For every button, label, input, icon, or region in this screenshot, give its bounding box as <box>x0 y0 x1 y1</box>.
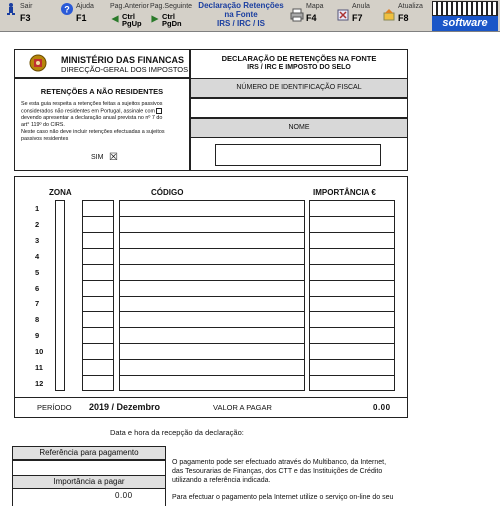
row-separator <box>119 280 305 281</box>
row-separator <box>82 216 114 217</box>
row-separator <box>119 311 305 312</box>
row-separator <box>82 264 114 265</box>
row-separator <box>309 264 395 265</box>
map-key: F4 <box>306 13 317 23</box>
row-number: 12 <box>35 379 44 389</box>
help-key: F1 <box>76 13 87 23</box>
zona-column[interactable] <box>55 200 65 391</box>
mark-box <box>156 108 162 114</box>
nr-text-line: devendo apresentar a declaração anual prevista no nº 7 do <box>21 115 163 122</box>
nr-text-line: art° 119º do CIRS. <box>21 122 65 129</box>
row-number: 11 <box>35 363 43 373</box>
page-prev-icon <box>110 14 120 24</box>
next-page-label: Pag.Seguinte <box>150 3 193 10</box>
divider <box>15 397 407 398</box>
periodo-label: PERÍODO <box>37 403 72 412</box>
info-line: utilizando a referência indicada. <box>172 477 271 484</box>
sim-checkbox[interactable]: ☒ <box>109 152 118 163</box>
row-number: 7 <box>35 299 40 309</box>
declaration-box <box>190 49 408 171</box>
row-separator <box>309 359 395 360</box>
exit-label: Sair <box>20 3 33 10</box>
exit-button[interactable] <box>4 2 38 30</box>
nr-text-line: Neste caso não deve incluir retenções efectuadas a sujeitos <box>21 129 165 136</box>
declaration-subtitle: IRS / IRC E IMPOSTO DO SELO <box>247 64 351 71</box>
ref-value <box>13 460 165 476</box>
logo-text: software <box>432 16 498 31</box>
nr-text-line: passivos residentes <box>21 136 69 143</box>
cancel-key: F7 <box>352 13 363 23</box>
nr-text-line <box>21 108 165 115</box>
row-separator <box>309 232 395 233</box>
row-separator <box>82 327 114 328</box>
nr-text-span: considerados não residentes em Portugal, assinale com <box>21 108 155 115</box>
row-separator <box>309 327 395 328</box>
imp-header: Importância a pagar <box>13 476 165 489</box>
name-header: NOME <box>191 118 407 138</box>
row-separator <box>119 248 305 249</box>
date-label: Data e hora da recepção da declaração: <box>110 428 244 437</box>
nif-header: NÚMERO DE IDENTIFICAÇÃO FISCAL <box>191 78 407 98</box>
cancel-label: Anula <box>352 3 370 10</box>
coat-of-arms-icon <box>27 53 49 73</box>
row-number: 1 <box>35 203 40 213</box>
help-label: Ajuda <box>76 3 94 10</box>
periodo-value[interactable]: 2019 / Dezembro <box>89 402 161 412</box>
row-number: 5 <box>35 267 40 277</box>
row-separator <box>309 311 395 312</box>
info-line: O pagamento pode ser efectuado através do Multibanco, da Internet, <box>172 459 387 466</box>
title-line-1: Declaração Retenções <box>198 1 284 10</box>
prev-page-label: Pag.Anterior <box>110 3 149 10</box>
prev-page-key: Ctrl PgUp <box>122 12 142 28</box>
nr-text-line: Se esta guia respeita a retenções feitas a sujeitos passivos <box>21 101 163 107</box>
col-zona: ZONA <box>49 188 72 197</box>
map-button[interactable] <box>290 2 326 30</box>
row-separator <box>309 296 395 297</box>
row-separator <box>119 343 305 344</box>
row-number: 3 <box>35 235 40 245</box>
brand-logo <box>432 1 498 31</box>
sim-label: SIM <box>91 154 104 161</box>
title-line-2: na Fonte <box>224 10 258 19</box>
row-number: 6 <box>35 283 40 293</box>
row-separator <box>82 359 114 360</box>
row-separator <box>119 296 305 297</box>
row-number: 4 <box>35 251 40 261</box>
window-title <box>186 1 296 28</box>
ministry-name: MINISTÉRIO DAS FINANCAS <box>61 55 185 65</box>
row-separator <box>119 327 305 328</box>
valor-label: VALOR A PAGAR <box>213 403 272 412</box>
next-page-button[interactable] <box>150 2 193 30</box>
valor-value: 0.00 <box>373 403 391 412</box>
map-label: Mapa <box>306 3 324 10</box>
prev-page-button[interactable] <box>110 2 149 30</box>
codes-table <box>14 176 408 418</box>
row-separator <box>119 359 305 360</box>
non-residents-box <box>14 78 190 171</box>
printer-icon <box>290 8 304 22</box>
col-codigo: CÓDIGO <box>151 188 184 197</box>
row-separator <box>82 296 114 297</box>
row-separator <box>119 232 305 233</box>
logo-barcode <box>432 1 498 16</box>
row-separator <box>82 280 114 281</box>
page-next-icon <box>150 14 160 24</box>
row-number: 10 <box>35 347 44 357</box>
row-number: 8 <box>35 315 40 325</box>
row-separator <box>119 216 305 217</box>
row-separator <box>309 375 395 376</box>
row-separator <box>119 264 305 265</box>
cancel-button[interactable] <box>336 2 372 30</box>
row-separator <box>309 216 395 217</box>
exit-key: F3 <box>20 13 31 23</box>
info-line: Para efectuar o pagamento pela Internet utilize o serviço on-line do seu <box>172 494 394 501</box>
row-separator <box>82 375 114 376</box>
exit-icon <box>4 2 18 16</box>
payment-info <box>172 458 393 502</box>
svg-text:?: ? <box>64 4 70 15</box>
ref-header: Referência para pagamento <box>13 447 165 460</box>
row-separator <box>309 280 395 281</box>
update-key: F8 <box>398 13 409 23</box>
help-button[interactable] <box>60 2 96 30</box>
row-number: 9 <box>35 331 40 341</box>
direction-name: DIRECÇÃO-GERAL DOS IMPOSTOS <box>61 65 189 74</box>
name-input[interactable] <box>215 144 381 166</box>
toolbar <box>0 0 500 32</box>
imp-value: 0.00 <box>115 491 133 500</box>
row-separator <box>309 248 395 249</box>
row-separator <box>82 232 114 233</box>
non-residents-title: RETENÇÕES A NÃO RESIDENTES <box>40 87 164 96</box>
update-icon <box>382 8 396 22</box>
row-separator <box>82 311 114 312</box>
nif-input[interactable] <box>191 98 407 118</box>
row-separator <box>119 375 305 376</box>
title-line-3: IRS / IRC / IS <box>216 19 265 28</box>
row-separator <box>82 248 114 249</box>
help-icon <box>60 2 74 16</box>
update-button[interactable] <box>382 2 422 30</box>
cancel-icon <box>336 8 350 22</box>
non-residents-text <box>21 101 165 143</box>
col-importancia: IMPORTÂNCIA € <box>313 188 376 197</box>
declaration-title: DECLARAÇÃO DE RETENÇÕES NA FONTE <box>221 54 377 63</box>
next-page-key: Ctrl PgDn <box>162 12 182 28</box>
row-separator <box>82 343 114 344</box>
info-line: das Tesourarias de Finanças, dos CTT e das Instituições de Crédito <box>172 468 383 475</box>
row-separator <box>309 343 395 344</box>
ministry-box <box>14 49 190 78</box>
update-label: Atualiza <box>398 3 423 10</box>
payment-box <box>12 446 166 506</box>
row-number: 2 <box>35 219 40 229</box>
